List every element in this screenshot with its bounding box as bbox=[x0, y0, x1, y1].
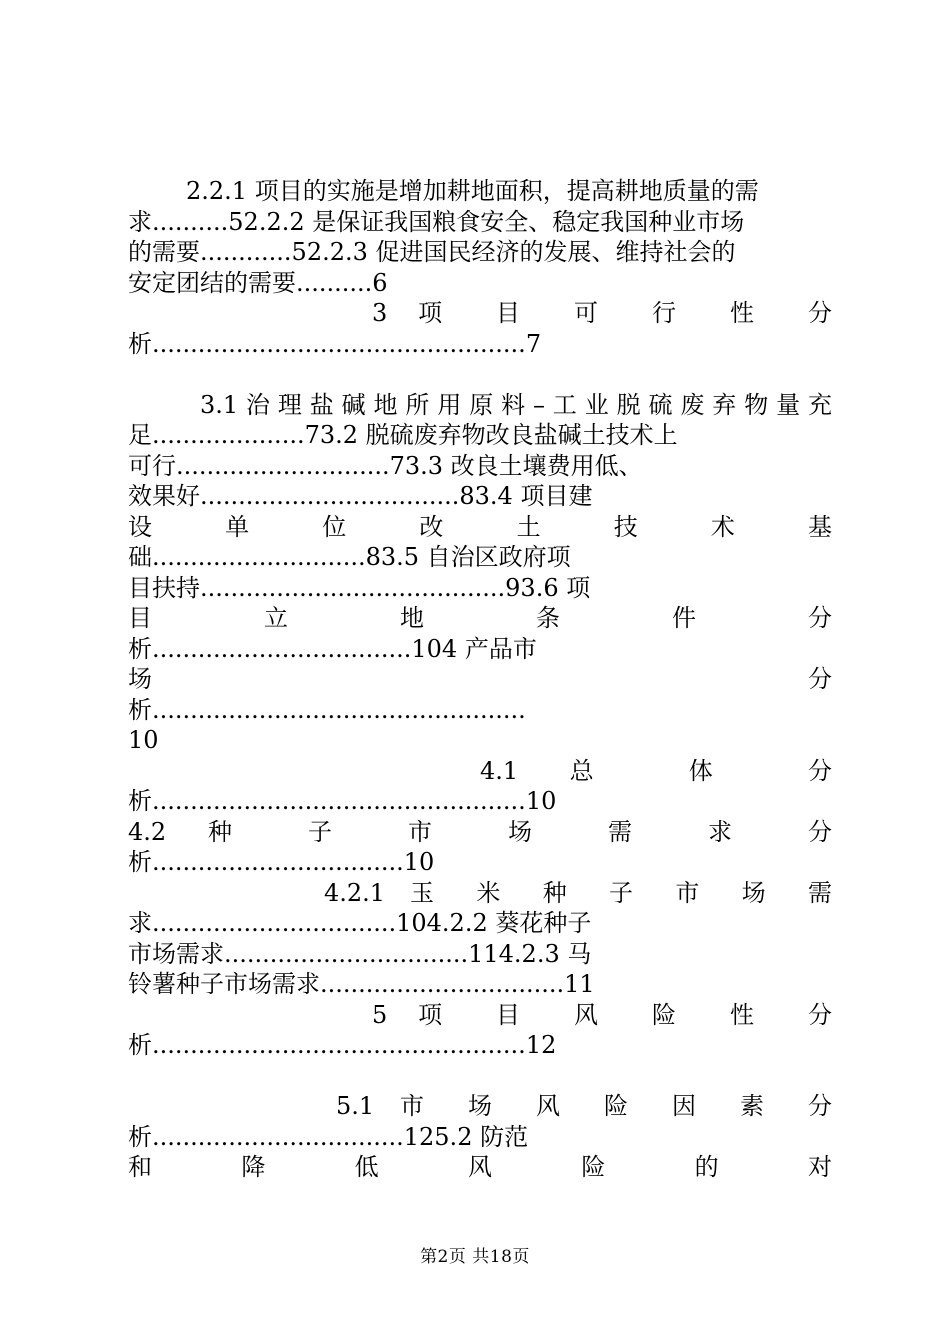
toc-line: 4.2.1 玉 米 种 子 市 场 需 bbox=[324, 878, 832, 907]
toc-heading-5: 5 项 目 风 险 性 分 bbox=[372, 1000, 832, 1029]
toc-line: 析.................................................10 bbox=[128, 787, 557, 815]
toc-line: 的需要............52.2.3 促进国民经济的发展、维持社会的 bbox=[128, 238, 736, 266]
table-of-contents bbox=[128, 176, 832, 1183]
toc-line: 求................................104.2.2 葵花种子 bbox=[128, 909, 592, 937]
toc-line: 效果好..................................83.4 项目建 bbox=[128, 482, 593, 510]
toc-line: 析..................................104 产品市 bbox=[128, 634, 537, 663]
toc-heading-3: 3 项 目 可 行 性 分 bbox=[372, 299, 832, 327]
toc-line: 安定团结的需要..........6 bbox=[128, 268, 388, 297]
toc-line: 5.1 市 场 风 险 因 素 分 bbox=[336, 1092, 832, 1120]
toc-line: 析.................................................7 bbox=[128, 329, 542, 358]
toc-line: 求..........52.2.2 是保证我国粮食安全、稳定我国种业市场 bbox=[128, 207, 745, 236]
toc-line: 市场需求................................114.2.3 马 bbox=[128, 939, 592, 968]
toc-line: 3.1 治 理 盐 碱 地 所 用 原 料 – 工 业 脱 硫 废 弃 物 量 充 bbox=[200, 390, 832, 419]
toc-line: 4.2 种 子 市 场 需 求 分 bbox=[128, 817, 832, 846]
toc-line: 场 分 bbox=[128, 665, 832, 693]
toc-line: 可行............................73.3 改良土壤费用低、 bbox=[128, 451, 643, 480]
toc-line: 和 降 低 风 险 的 对 bbox=[128, 1153, 832, 1181]
spacer bbox=[128, 359, 832, 390]
toc-line: 目扶持........................................93.6 项 bbox=[128, 573, 591, 602]
toc-heading-4-1: 4.1 总 体 分 bbox=[480, 756, 832, 785]
toc-line: 析.................................125.2 防范 bbox=[128, 1122, 529, 1151]
toc-line: 目 立 地 条 件 分 bbox=[128, 604, 832, 632]
toc-line: 2.2.1 项目的实施是增加耕地面积，提高耕地质量的需 bbox=[186, 177, 759, 205]
toc-line: 铃薯种子市场需求................................11 bbox=[128, 970, 595, 998]
toc-line: 础............................83.5 自治区政府项 bbox=[128, 543, 571, 571]
toc-line: 析.................................10 bbox=[128, 848, 435, 876]
toc-line: 足....................73.2 脱硫废弃物改良盐碱土技术上 bbox=[128, 421, 678, 449]
spacer bbox=[128, 1061, 832, 1092]
toc-line: 析.................................................12 bbox=[128, 1031, 557, 1059]
toc-line: 10 bbox=[128, 726, 159, 754]
toc-line: 析................................................. bbox=[128, 695, 526, 724]
page-number-footer: 第2页 共18页 bbox=[420, 1247, 530, 1267]
toc-line: 设 单 位 改 土 技 术 基 bbox=[128, 512, 832, 541]
